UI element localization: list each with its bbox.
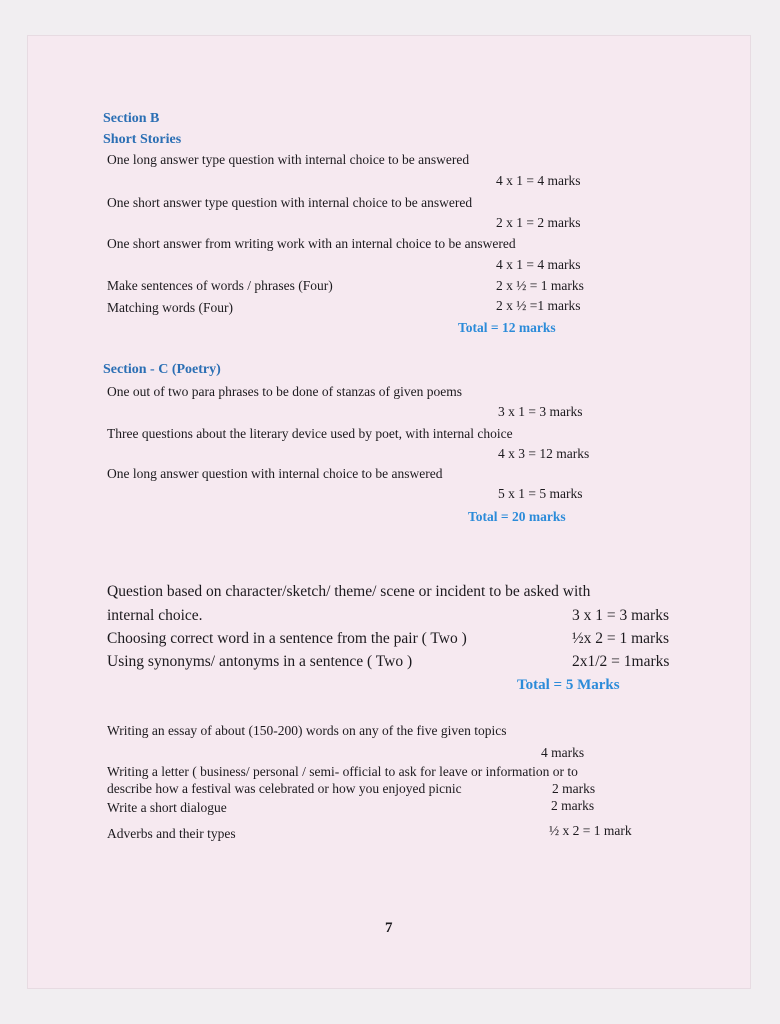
section-e-item-3-text: describe how a festival was celebrated or how you enjoyed picnic: [107, 781, 462, 796]
section-c-item-1-text: One out of two para phrases to be done of stanzas of given poems: [107, 384, 463, 399]
section-d-item-2-text: internal choice.: [107, 607, 203, 624]
section-b-item-2-text: One short answer type question with internal choice to be answered: [107, 195, 473, 210]
section-e-item-3-marks: 2 marks: [552, 781, 596, 796]
section-c-total: Total = 20 marks: [468, 509, 566, 524]
section-e-item-4-marks: 2 marks: [551, 798, 595, 813]
section-d-item-4-marks: 2x1/2 = 1marks: [572, 653, 670, 670]
section-c-item-2-text: Three questions about the literary device used by poet, with internal choice: [107, 426, 513, 441]
section-e-item-5-text: Adverbs and their types: [107, 826, 236, 841]
section-c-item-3-text: One long answer question with internal choice to be answered: [107, 466, 443, 481]
section-b-item-3-marks: 4 x 1 = 4 marks: [496, 257, 581, 272]
section-d-item-3-text: Choosing correct word in a sentence from the pair ( Two ): [107, 630, 467, 647]
section-b-item-5-text: Matching words (Four): [107, 300, 233, 315]
section-e-item-2-text: Writing a letter ( business/ personal / semi- official to ask for leave or information or to: [107, 764, 578, 779]
section-d-total: Total = 5 Marks: [517, 677, 620, 693]
section-b-item-3-text: One short answer from writing work with an internal choice to be answered: [107, 236, 516, 251]
section-d-item-3-marks: ½x 2 = 1 marks: [572, 630, 669, 647]
section-e-item-1-marks: 4 marks: [541, 745, 585, 760]
section-e-item-1-text: Writing an essay of about (150-200) words on any of the five given topics: [107, 723, 507, 738]
section-c-item-2-marks: 4 x 3 = 12 marks: [498, 446, 590, 461]
section-d-item-4-text: Using synonyms/ antonyms in a sentence ( Two ): [107, 653, 413, 670]
section-b-item-2-marks: 2 x 1 = 2 marks: [496, 215, 581, 230]
section-c-heading: Section - C (Poetry): [103, 362, 221, 377]
section-c-item-3-marks: 5 x 1 = 5 marks: [498, 486, 583, 501]
section-e-item-5-marks: ½ x 2 = 1 mark: [549, 823, 632, 838]
section-b-item-5-marks: 2 x ½ =1 marks: [496, 298, 581, 313]
short-stories-heading: Short Stories: [103, 132, 182, 147]
section-b-heading: Section B: [103, 111, 160, 126]
section-d-item-2-marks: 3 x 1 = 3 marks: [572, 607, 669, 624]
section-b-item-1-marks: 4 x 1 = 4 marks: [496, 173, 581, 188]
section-e-item-4-text: Write a short dialogue: [107, 800, 227, 815]
section-d-item-1-text: Question based on character/sketch/ theme/ scene or incident to be asked with: [107, 583, 591, 600]
section-b-item-1-text: One long answer type question with internal choice to be answered: [107, 152, 470, 167]
page-number: 7: [385, 920, 393, 936]
section-b-item-4-text: Make sentences of words / phrases (Four): [107, 278, 333, 293]
section-b-total: Total = 12 marks: [458, 320, 556, 335]
document-page: [28, 36, 750, 988]
section-c-item-1-marks: 3 x 1 = 3 marks: [498, 404, 583, 419]
section-b-item-4-marks: 2 x ½ = 1 marks: [496, 278, 584, 293]
